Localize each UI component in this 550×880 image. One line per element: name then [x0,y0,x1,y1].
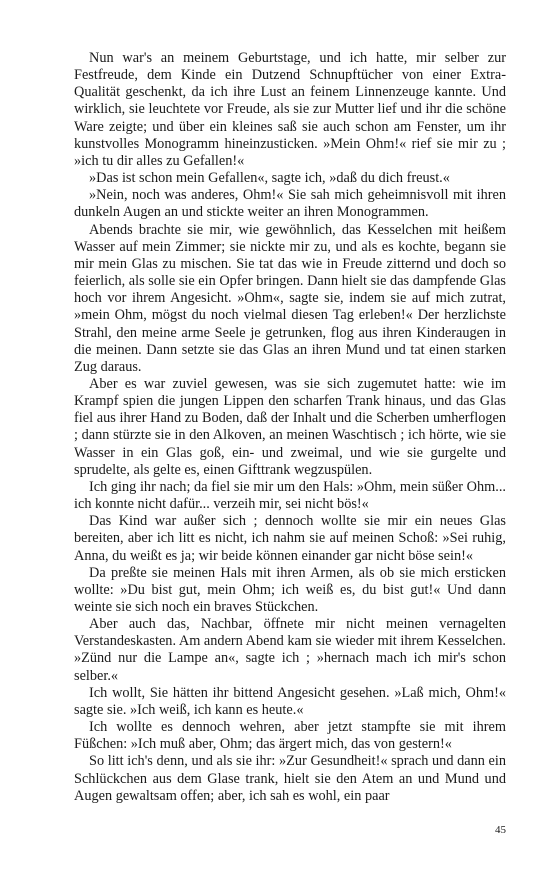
paragraph: Aber es war zuviel gewesen, was sie sich zugemutet hatte: wie im Krampf spien die jungen Lippen den scharfen Trank hinaus, und das Glas fiel aus ihrer Hand zu Boden, daß der Inhalt und die Scherben umherflogen ; dann stürzte sie in den Alkoven, an meinen Waschtisch ; ich hörte, wie sie Wasser in ein Glas goß, ein- und zweimal, und wie sie gurgelte und sprudelte, als gelte es, einen Gifttrank wegzuspülen. [74,375,506,478]
paragraph: Ich wollt, Sie hätten ihr bittend Angesicht gesehen. »Laß mich, Ohm!« sagte sie. »Ich weiß, ich kann es heute.« [74,684,506,718]
paragraph: Aber auch das, Nachbar, öffnete mir nicht meinen vernagelten Verstandeskasten. Am andern Abend kam sie wieder mit ihrem Kesselchen. »Zünd nur die Lampe an«, sagte ich ; »hernach mach ich mir's schon selber.« [74,616,506,684]
paragraph: »Nein, noch was anderes, Ohm!« Sie sah mich geheimnisvoll mit ihren dunkeln Augen an und stickte weiter an ihren Monogrammen. [74,187,506,221]
paragraph: Ich ging ihr nach; da fiel sie mir um den Hals: »Ohm, mein süßer Ohm... ich konnte nicht dafür... verzeih mir, sei nicht bös!« [74,478,506,513]
paragraph: Nun war's an meinem Geburtstage, und ich hatte, mir selber zur Festfreude, dem Kinde ein Dutzend Schnupftücher von einer Extra-Qualität geschenkt, da ich ihre Lust an feinem Linnenzeuge kannte. Und wirklich, sie leuchtete vor Freude, als sie zur Mutter lief und ihr die schöne Ware zeigte; und über ein kleines saß sie auch schon am Fenster, um ihr kunstvolles Monogramm hineinzusticken. »Mein Ohm!« rief sie mir zu ; »ich tu dir alles zu Gefallen!« [74,50,506,169]
paragraph: Ich wollte es dennoch wehren, aber jetzt stampfte sie mit ihrem Füßchen: »Ich muß aber, Ohm; das ärgert mich, das von gestern!« [74,719,506,753]
paragraph: »Das ist schon mein Gefallen«, sagte ich, »daß du dich freust.« [89,170,450,187]
paragraph: Das Kind war außer sich ; dennoch wollte sie mir ein neues Glas bereiten, aber ich litt es nicht, ich nahm sie auf meinen Schoß: »Sei ruhig, Anna, du weißt es ja; wir beide können einander gar nicht böse sein!« [74,513,506,564]
page-number: 45 [495,824,506,836]
paragraph: Abends brachte sie mir, wie gewöhnlich, das Kesselchen mit heißem Wasser auf mein Zimmer; sie nickte mir zu, und als es kochte, begann sie mir mein Glas zu mischen. Sie tat das wie in Freude zitternd und doch so feierlich, als solle sie ein Opfer bringen. Dann hielt sie das dampfende Glas hoch vor ihrem Angesicht. »Ohm«, sagte sie, indem sie auf mich zutrat, »mein Ohm, mögst du noch vielmal diesen Tag erleben!« Der herzlichste Strahl, den meine arme Seele je getrunken, flog aus ihren Kinderaugen in die meinen. Dann setzte sie das Glas an ihren Mund und tat einen starken Zug daraus. [74,221,506,375]
text-block [74,50,506,805]
paragraph: So litt ich's denn, und als sie ihr: »Zur Gesundheit!« sprach und dann ein Schlückchen aus dem Glase trank, hielt sie den Atem an und Mund und Augen gewaltsam offen; aber, ich sah es wohl, ein paar [74,753,506,804]
paragraph: Da preßte sie meinen Hals mit ihren Armen, als ob sie mich ersticken wollte: »Du bist gut, mein Ohm; ich weiß es, du bist gut!« Und dann weinte sie sich noch ein braves Stückchen. [74,564,506,615]
